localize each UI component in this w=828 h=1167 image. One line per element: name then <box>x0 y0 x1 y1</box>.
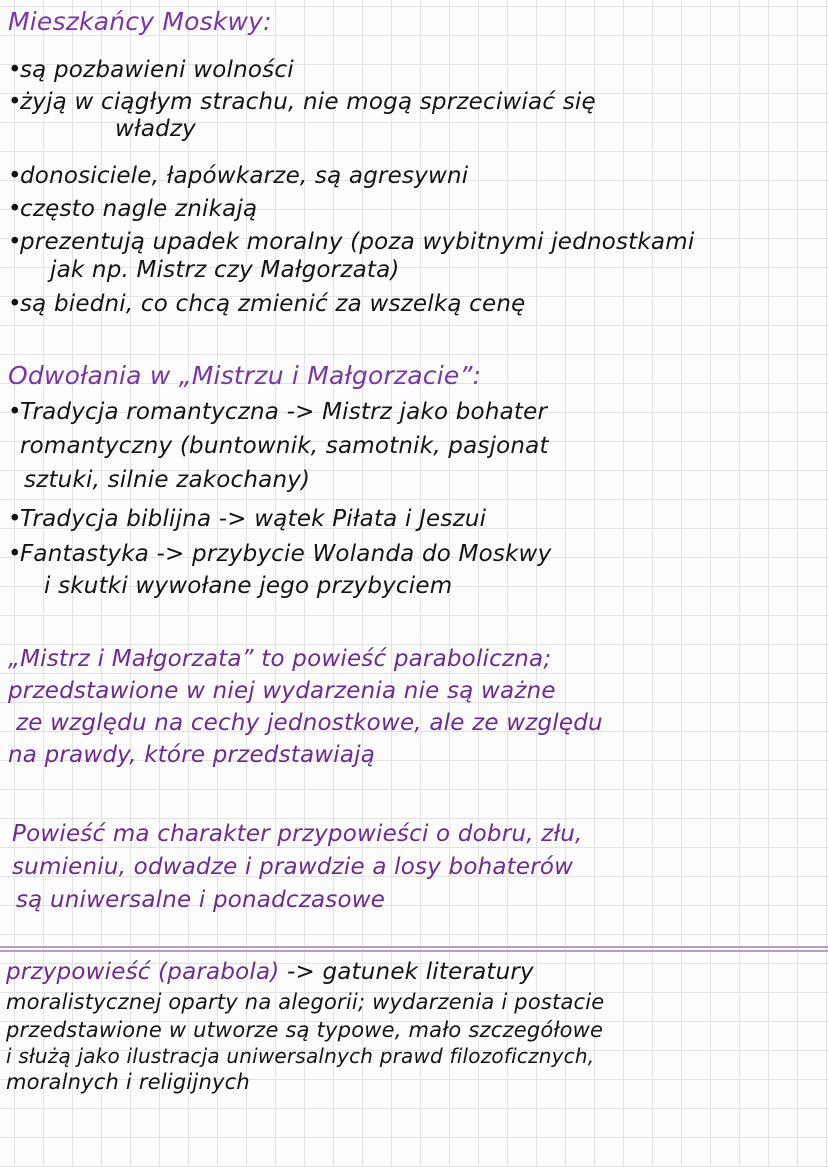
list-item: • często nagle znikają <box>20 195 257 223</box>
definition-line: przedstawione w utworze są typowe, mało szczegółowe <box>6 1018 604 1042</box>
paragraph-line: sumieniu, odwadze i prawdzie a losy bohaterów <box>12 854 574 880</box>
list-item: • Tradycja biblijna -> wątek Piłata i Jeszui <box>20 505 486 533</box>
section-divider <box>0 946 828 952</box>
definition-line: i służą jako ilustracja uniwersalnych prawd filozoficznych, <box>6 1044 595 1068</box>
paragraph-line: ze względu na cechy jednostkowe, ale ze względu <box>16 710 603 736</box>
list-item: • są pozbawieni wolności <box>20 56 294 84</box>
list-item-continuation: i skutki wywołane jego przybyciem <box>44 573 453 599</box>
heading-references: Odwołania w „Mistrzu i Małgorzacie”: <box>8 361 482 390</box>
paragraph-line: „Mistrz i Małgorzata” to powieść paraboliczna; <box>8 646 552 672</box>
heading-moscow-residents: Mieszkańcy Moskwy: <box>8 7 272 36</box>
list-item: • donosiciele, łapówkarze, są agresywni <box>20 162 468 190</box>
definition-line: moralnych i religijnych <box>6 1070 250 1094</box>
list-item-continuation: władzy <box>115 116 196 142</box>
definition-text: -> gatunek literatury <box>286 959 534 985</box>
paragraph-line: przedstawione w niej wydarzenia nie są ważne <box>8 678 556 704</box>
list-item: • prezentują upadek moralny (poza wybitnymi jednostkami <box>20 228 694 256</box>
list-item: • Fantastyka -> przybycie Wolanda do Moskwy <box>20 540 551 568</box>
definition-term: przypowieść (parabola) <box>6 959 280 985</box>
definition-line: moralistycznej oparty na alegorii; wydarzenia i postacie <box>6 990 605 1014</box>
paragraph-line: Powieść ma charakter przypowieści o dobru, złu, <box>12 821 583 847</box>
list-item-continuation: sztuki, silnie zakochany) <box>24 467 311 493</box>
list-item: • żyją w ciągłym strachu, nie mogą sprzeciwiać się <box>20 88 596 116</box>
list-item: • są biedni, co chcą zmienić za wszelką cenę <box>20 290 526 318</box>
list-item-continuation: romantyczny (buntownik, samotnik, pasjonat <box>20 433 549 459</box>
definition-line <box>6 958 534 986</box>
paragraph-line: na prawdy, które przedstawiają <box>8 742 376 768</box>
paragraph-line: są uniwersalne i ponadczasowe <box>16 887 386 913</box>
list-item: • Tradycja romantyczna -> Mistrz jako bohater <box>20 398 547 426</box>
list-item-continuation: jak np. Mistrz czy Małgorzata) <box>50 257 400 283</box>
